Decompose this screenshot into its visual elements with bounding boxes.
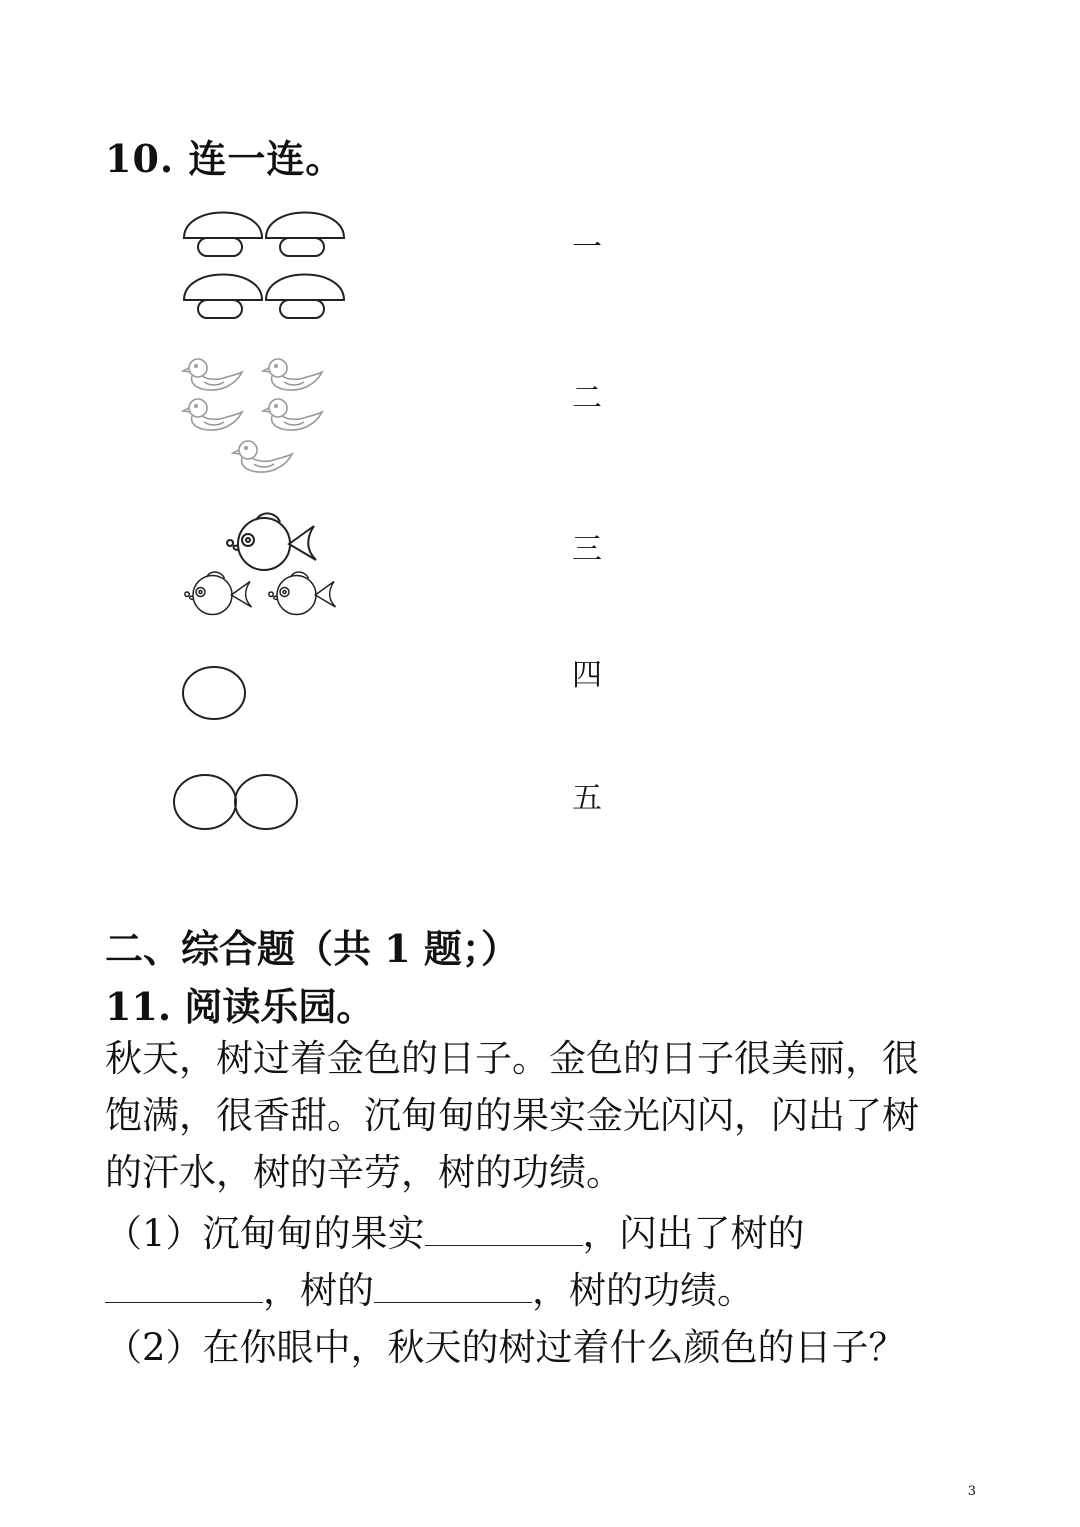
mushroom-icon [266,275,344,319]
passage-line: 的汗水，树的辛劳，树的功绩。 [105,1151,623,1194]
answer-blank[interactable] [105,1272,263,1303]
question-11-title: 11. 阅读乐园。 [105,984,375,1029]
numeral-3: 三 [572,532,602,567]
duck-group [178,350,328,480]
answer-blank[interactable] [425,1215,583,1246]
numeral-4: 四 [572,658,602,693]
sub-question-1-mid2: ，树的 [263,1269,374,1312]
circle-icon [235,775,297,829]
circle-group-one [178,662,253,724]
fish-icon [269,572,336,614]
passage-line: 饱满，很香甜。沉甸甸的果实金光闪闪，闪出了树 [105,1094,919,1137]
question-10-title: 10. 连一连。 [105,136,345,181]
sub-question-1-line-2 [105,1260,754,1314]
sub-question-1-suffix: ，树的功绩。 [532,1269,754,1312]
section-2-title: 二、综合题（共 1 题；） [105,926,519,971]
reading-passage [105,1030,985,1201]
duck-icon [183,399,242,430]
fish-group [182,512,352,627]
duck-icon [183,359,242,390]
sub-question-1-line-1 [105,1203,805,1257]
numeral-1: 一 [572,230,602,265]
sub-question-2: （2）在你眼中，秋天的树过着什么颜色的日子？ [105,1326,906,1369]
circle-group-two [170,770,305,834]
numeral-5: 五 [572,781,602,816]
sub-question-1-prefix: （1）沉甸甸的果实 [105,1212,425,1255]
circle-icon [174,775,236,829]
mushroom-icon [184,213,262,257]
duck-icon [263,399,322,430]
mushroom-icon [266,213,344,257]
fish-icon [227,513,316,570]
fish-icon [185,572,252,614]
numeral-2: 二 [572,381,602,416]
mushroom-icon [184,275,262,319]
mushroom-group [178,200,348,330]
passage-line: 秋天，树过着金色的日子。金色的日子很美丽，很 [105,1037,919,1080]
sub-question-1-mid: ，闪出了树的 [582,1212,805,1255]
circle-icon [183,667,245,719]
duck-icon [263,359,322,390]
duck-icon [233,441,292,472]
answer-blank[interactable] [374,1272,532,1303]
page-number: 3 [967,1484,976,1499]
